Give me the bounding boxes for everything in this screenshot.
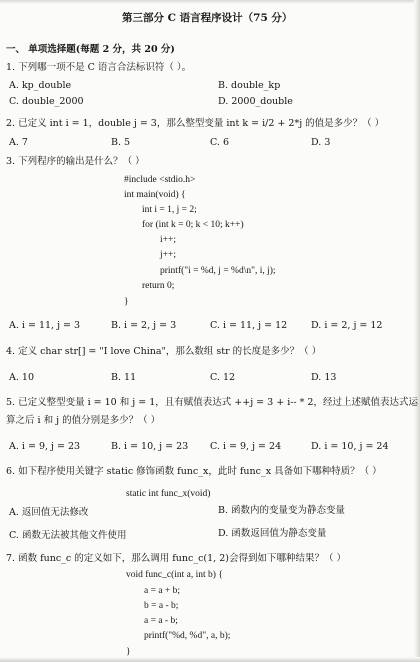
question-6-stem: 6. 如下程序使用关键字 static 修饰函数 func_x，此时 func_x 具备如下哪种特质？（ ）	[6, 466, 382, 477]
q3-code-line: i++;	[160, 235, 176, 245]
scan-edge-bottom	[0, 657, 420, 662]
question-2-stem: 2. 已定义 int i = 1，double j = 3，那么整型变量 int k = i/2 + 2*j 的值是多少？（ ）	[6, 118, 385, 129]
q4-option-a: A. 10	[9, 372, 34, 383]
q7-code-line: b = a - b;	[144, 601, 179, 611]
q3-code-line: return 0;	[142, 281, 175, 291]
q3-code-line: #include <stdio.h>	[124, 175, 196, 185]
q6-code-line: static int func_x(void)	[126, 489, 211, 499]
q7-code-line: printf("%d, %d", a, b);	[144, 631, 231, 641]
q2-option-b: B. 5	[111, 137, 131, 148]
q3-option-b: B. i = 2, j = 3	[111, 320, 177, 331]
q1-option-b: B. double_kp	[218, 80, 281, 91]
q5-option-d: D. i = 10, j = 24	[311, 441, 389, 452]
q2-option-c: C. 6	[210, 137, 230, 148]
q4-option-b: B. 11	[111, 372, 137, 383]
q7-code-line: a = a - b;	[144, 616, 178, 626]
q1-option-d: D. 2000_double	[218, 96, 293, 107]
q2-option-a: A. 7	[9, 137, 28, 148]
question-5-stem-line-2: 算之后 i 和 j 的值分别是多少？（ ）	[6, 415, 161, 426]
q7-code-line: void func_c(int a, int b) {	[126, 570, 223, 580]
q3-code-line: }	[124, 297, 129, 307]
q3-code-line: int i = 1, j = 2;	[142, 205, 197, 215]
q1-option-a: A. kp_double	[9, 80, 72, 91]
question-5-stem-line-1: 5. 已定义整型变量 i = 10 和 j = 1，且有赋值表达式 ++j = 3 + i-- * 2，经过上述赋值表达式运	[6, 397, 418, 408]
q6-option-a: A. 返回值无法修改	[9, 507, 89, 518]
part-title: 第三部分 C 语言程序设计（75 分）	[122, 12, 293, 24]
q6-option-c: C. 函数无法被其他文件使用	[9, 530, 127, 541]
question-7-stem: 7. 函数 func_c 的定义如下，那么调用 func_c(1, 2)会得到如下哪种结果？（ ）	[6, 553, 346, 564]
q3-option-a: A. i = 11, j = 3	[9, 320, 81, 331]
scan-edge-top	[0, 0, 420, 4]
q6-option-d: D. 函数返回值为静态变量	[218, 528, 327, 539]
q3-code-line: j++;	[160, 250, 176, 260]
question-3-stem: 3. 下列程序的输出是什么？（ ）	[6, 156, 145, 167]
q3-code-line: printf("i = %d, j = %d\n", i, j);	[160, 266, 276, 276]
q6-option-b: B. 函数内的变量变为静态变量	[218, 505, 346, 516]
q4-option-d: D. 13	[311, 372, 337, 383]
q1-option-c: C. double_2000	[9, 96, 84, 107]
question-4-stem: 4. 定义 char str[] = "I love China"，那么数组 str 的长度是多少？（ ）	[6, 346, 322, 357]
section-heading: 一、 单项选择题(每题 2 分，共 20 分)	[6, 44, 175, 55]
q5-option-c: C. i = 9, j = 24	[210, 441, 282, 452]
q4-option-c: C. 12	[210, 372, 236, 383]
q2-option-d: D. 3	[311, 137, 331, 148]
q3-option-d: D. i = 2, j = 12	[311, 320, 383, 331]
q3-code-line: int main(void) {	[124, 190, 186, 200]
q7-code-line: }	[126, 647, 131, 657]
q5-option-b: B. i = 10, j = 23	[111, 441, 189, 452]
scan-edge-right	[414, 0, 420, 662]
question-1-stem: 1. 下列哪一项不是 C 语言合法标识符（ ）。	[6, 62, 192, 73]
q5-option-a: A. i = 9, j = 23	[9, 441, 81, 452]
q7-code-line: a = a + b;	[144, 586, 181, 596]
q3-code-line: for (int k = 0; k < 10; k++)	[142, 220, 244, 230]
q3-option-c: C. i = 11, j = 12	[210, 320, 288, 331]
